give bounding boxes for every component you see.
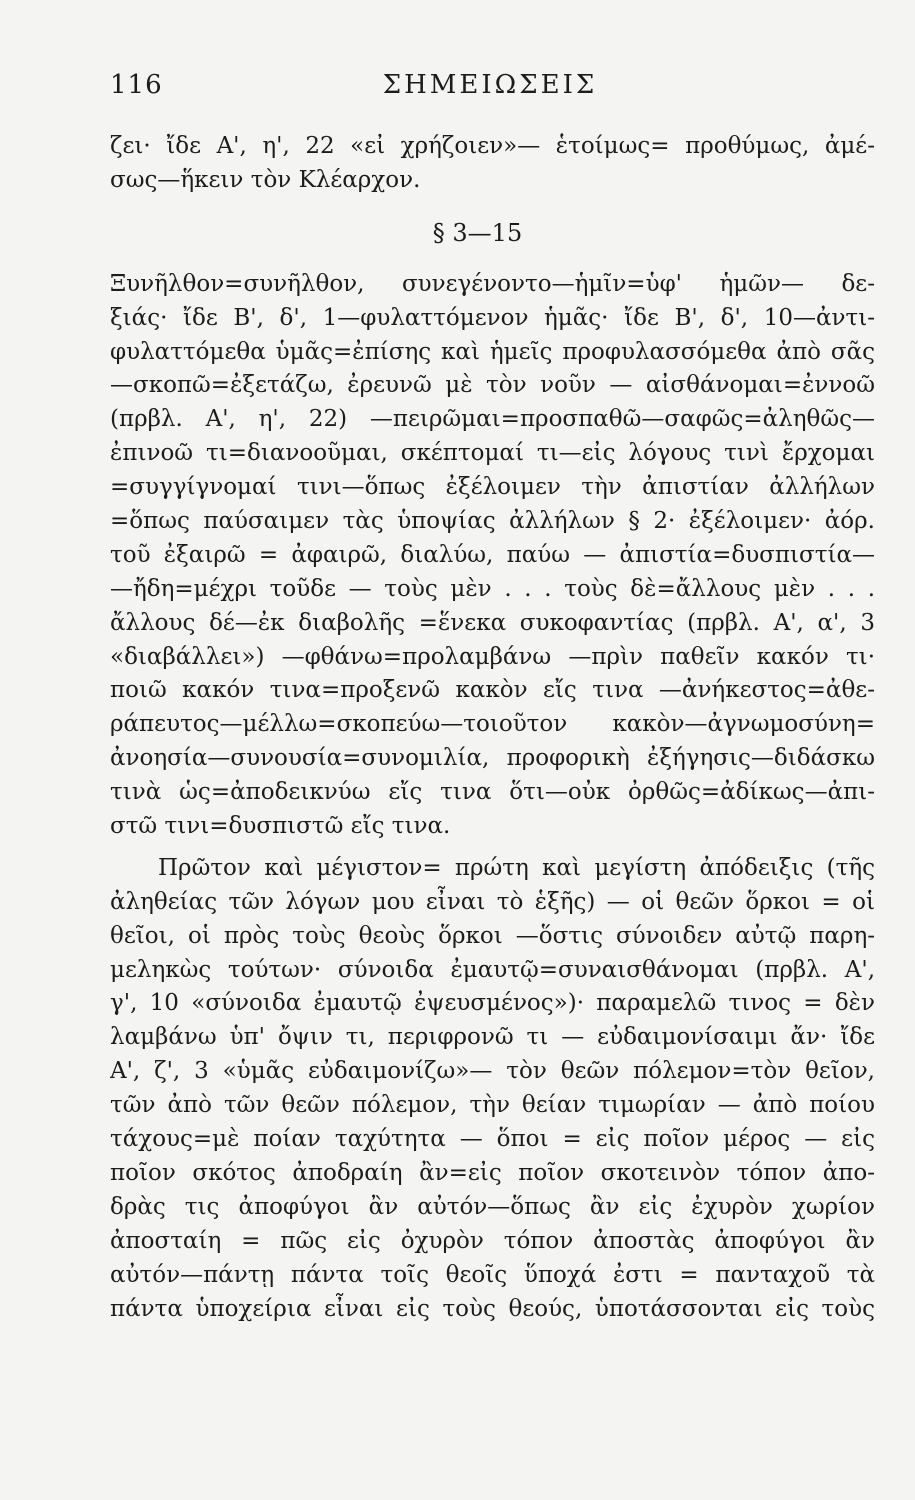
text-line: λαμβάνω ὑπ' ὄψιν τι, περιφρονῶ τι — εὐδαιμονίσαιμι ἄν· ἴδε	[110, 1024, 875, 1051]
body-text	[110, 130, 875, 1326]
page-number: 116	[110, 70, 163, 100]
text-line: =ὅπως παύσαιμεν τὰς ὑποψίας ἀλλήλων § 2· ἐξέλοιμεν· ἀόρ.	[110, 508, 875, 535]
text-line: δρὰς τις ἀποφύγοι ἂν αὐτόν—ὅπως ἂν εἰς ἐχυρὸν χωρίον	[110, 1193, 875, 1220]
text-line: πάντα ὑποχείρια εἶναι εἰς τοὺς θεούς, ὑποτάσσονται εἰς τοὺς	[110, 1295, 875, 1322]
paragraph-gap	[110, 844, 875, 852]
text-line: ράπευτος—μέλλω=σκοπεύω—τοιοῦτον κακὸν—ἀγνωμοσύνη=	[110, 711, 875, 738]
text-line: τῶν ἀπὸ τῶν θεῶν πόλεμον, τὴν θείαν τιμωρίαν — ἀπὸ ποίου	[110, 1092, 875, 1119]
text-line: «διαβάλλει») —φθάνω=προλαμβάνω —πρὶν παθεῖν κακόν τι·	[110, 643, 875, 670]
text-line: =συγγίγνομαί τινι—ὅπως ἐξέλοιμεν τὴν ἀπιστίαν ἀλλήλων	[110, 474, 875, 501]
text-line: γ', 10 «σύνοιδα ἐμαυτῷ ἐψευσμένος»)· παραμελῶ τινος = δὲν	[110, 990, 875, 1017]
text-line: ἄλλους δέ—ἐκ διαβολῆς =ἕνεκα συκοφαντίας (πρβλ. Α', α', 3	[110, 609, 875, 636]
text-line: θεῖοι, οἱ πρὸς τοὺς θεοὺς ὅρκοι —ὅστις σύνοιδεν αὐτῷ παρη-	[110, 922, 875, 949]
text-line: τάχους=μὲ ποίαν ταχύτητα — ὅποι = εἰς ποῖον μέρος — εἰς	[110, 1126, 875, 1153]
text-line: ἀληθείας τῶν λόγων μου εἶναι τὸ ἑξῆς) — οἱ θεῶν ὅρκοι = οἱ	[110, 888, 875, 915]
text-line: ἐπινοῶ τι=διανοοῦμαι, σκέπτομαί τι—εἰς λόγους τινὶ ἔρχομαι	[110, 440, 875, 467]
text-line: ἀνοησία—συνουσία=συνομιλία, προφορικὴ ἐξήγησις—διδάσκω	[110, 745, 875, 772]
text-line: (πρβλ. Α', η', 22) —πειρῶμαι=προσπαθῶ—σαφῶς=ἀληθῶς—	[110, 406, 875, 433]
text-line: μεληκὼς τούτων· σύνοιδα ἐμαυτῷ=συναισθάνομαι (πρβλ. Α',	[110, 956, 875, 983]
text-line: ποῖον σκότος ἀποδραίη ἂν=εἰς ποῖον σκοτεινὸν τόπον ἀπο-	[110, 1159, 875, 1186]
text-line: ξιάς· ἴδε Β', δ', 1—φυλαττόμενον ἡμᾶς· ἴδε Β', δ', 10—ἀντι-	[110, 304, 875, 331]
text-line: σως—ἥκειν τὸν Κλέαρχον.	[110, 166, 421, 193]
text-line: Πρῶτον καὶ μέγιστον= πρώτη καὶ μεγίστη ἀπόδειξις (τῆς	[158, 854, 875, 881]
text-line: τοῦ ἐξαιρῶ = ἀφαιρῶ, διαλύω, παύω — ἀπιστία=δυσπιστία—	[110, 541, 875, 568]
text-line: —σκοπῶ=ἐξετάζω, ἐρευνῶ μὲ τὸν νοῦν — αἰσθάνομαι=ἐννοῶ	[110, 372, 875, 399]
text-line: στῶ τινι=δυσπιστῶ εἴς τινα.	[110, 813, 451, 840]
text-line: τινὰ ὡς=ἀποδεικνύω εἴς τινα ὅτι—οὐκ ὀρθῶς=ἀδίκως—ἀπι-	[110, 779, 875, 806]
text-line: Ξυνῆλθον=συνῆλθον, συνεγένοντο—ἡμῖν=ὑφ' ἡμῶν— δε-	[110, 270, 875, 297]
text-line: φυλαττόμεθα ὑμᾶς=ἐπίσης καὶ ἡμεῖς προφυλασσόμεθα ἀπὸ σᾶς	[110, 338, 875, 365]
page-header	[110, 70, 870, 110]
text-line: αὐτόν—πάντῃ πάντα τοῖς θεοῖς ὕποχά ἐστι = πανταχοῦ τὰ	[110, 1261, 875, 1288]
text-line: Α', ζ', 3 «ὑμᾶς εὐδαιμονίζω»— τὸν θεῶν πόλεμον=τὸν θεῖον,	[110, 1058, 875, 1085]
running-title: ΣΗΜΕΙΩΣΕΙΣ	[382, 70, 598, 100]
text-line: ζει· ἴδε Α', η', 22 «εἰ χρήζοιεν»— ἑτοίμως= προθύμως, ἀμέ-	[110, 133, 875, 159]
section-heading: § 3—15	[432, 218, 523, 247]
text-line: ἀποσταίη = πῶς εἰς ὀχυρὸν τόπον ἀποστὰς ἀποφύγοι ἂν	[110, 1227, 875, 1254]
text-line: —ἤδη=μέχρι τοῦδε — τοὺς μὲν . . . τοὺς δὲ=ἄλλους μὲν . . .	[110, 575, 875, 602]
text-line: ποιῶ κακόν τινα=προξενῶ κακὸν εἴς τινα —ἀνήκεστος=ἀθε-	[110, 677, 875, 704]
